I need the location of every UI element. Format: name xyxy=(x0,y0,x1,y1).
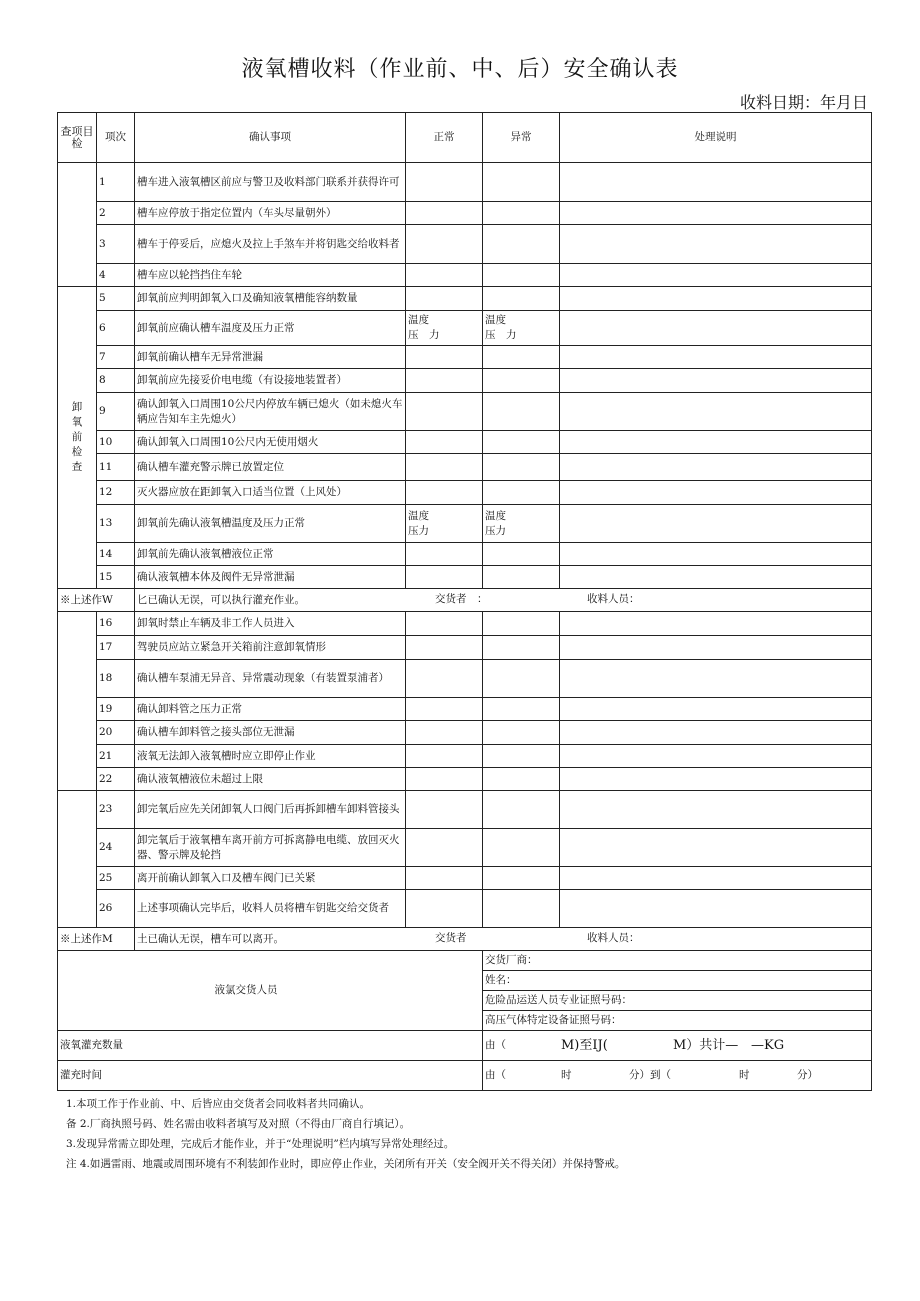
item-number: 13 xyxy=(97,505,135,543)
confirm-left: ※上述作W xyxy=(58,589,135,612)
item-text: 确认槽车灌充警示牌已放置定位 xyxy=(135,454,406,481)
abnormal-cell[interactable] xyxy=(483,791,560,829)
item-number: 11 xyxy=(97,454,135,481)
item-text: 确认槽车卸料管之接头部位无泄漏 xyxy=(135,721,406,745)
hour-label: 时 xyxy=(561,1069,572,1081)
abnormal-cell[interactable] xyxy=(483,745,560,768)
abnormal-cell[interactable] xyxy=(483,264,560,287)
abnormal-cell[interactable] xyxy=(483,543,560,566)
item-number: 24 xyxy=(97,829,135,867)
handling-cell[interactable] xyxy=(560,431,872,454)
notes xyxy=(66,1094,625,1174)
header-abnormal: 异常 xyxy=(483,113,560,163)
handling-cell[interactable] xyxy=(560,287,872,311)
abnormal-cell[interactable] xyxy=(483,202,560,225)
normal-cell[interactable] xyxy=(406,890,483,928)
from-label: 由（ xyxy=(485,1039,506,1051)
normal-cell[interactable] xyxy=(406,369,483,393)
fill-time-label: 灌充时间 xyxy=(58,1061,483,1091)
handling-cell[interactable] xyxy=(560,454,872,481)
normal-cell[interactable] xyxy=(406,454,483,481)
fill-time-row xyxy=(58,1061,872,1091)
table-row xyxy=(58,791,872,829)
abnormal-cell[interactable] xyxy=(483,454,560,481)
item-text: 槽车进入液氧槽区前应与警卫及收料部门联系并获得许可 xyxy=(135,163,406,202)
item-number: 19 xyxy=(97,698,135,721)
confirm-row-2 xyxy=(58,928,872,951)
delivery-row xyxy=(58,951,872,971)
total-label: M）共计— xyxy=(673,1038,739,1053)
item-text: 上述事项确认完毕后，收料人员将槽车钥匙交给交货者 xyxy=(135,890,406,928)
item-number: 10 xyxy=(97,431,135,454)
normal-cell[interactable] xyxy=(406,698,483,721)
handling-cell[interactable] xyxy=(560,481,872,505)
document-title: 液氧槽收料（作业前、中、后）安全确认表 xyxy=(241,57,679,82)
from-label: 由（ xyxy=(485,1069,506,1081)
deliverer-label: 交货者 xyxy=(435,932,467,944)
handling-cell[interactable] xyxy=(560,202,872,225)
item-text: 卸氧时禁止车辆及非工作人员进入 xyxy=(135,612,406,636)
handling-cell[interactable] xyxy=(560,393,872,431)
normal-cell[interactable] xyxy=(406,264,483,287)
item-text: 卸氧前应先接妥价电电缆（有设接地装置者） xyxy=(135,369,406,393)
handling-cell[interactable] xyxy=(560,829,872,867)
table-row xyxy=(58,264,872,287)
item-text: 槽车应停放于指定位置内（车头尽量朝外） xyxy=(135,202,406,225)
temp-label: 温度 xyxy=(408,509,429,522)
table-row xyxy=(58,346,872,369)
section-label: 卸氧前检查 xyxy=(71,401,83,473)
item-number: 22 xyxy=(97,768,135,791)
handling-cell[interactable] xyxy=(560,346,872,369)
handling-cell[interactable] xyxy=(560,369,872,393)
table-row xyxy=(58,721,872,745)
table-row xyxy=(58,505,872,543)
table-row xyxy=(58,612,872,636)
item-text: 槽车于停妥后，应熄火及拉上手煞车并将钥匙交给收料者 xyxy=(135,225,406,264)
normal-cell[interactable] xyxy=(406,431,483,454)
normal-cell[interactable] xyxy=(406,163,483,202)
fill-quantity-label: 液氧灌充数量 xyxy=(58,1031,483,1061)
note-4: 注 4.如遇雷雨、地震或周围环境有不利装卸作业时，即应停止作业，关闭所有开关（安全阀开关不得关闭）并保持警戒。 xyxy=(66,1158,626,1170)
confirm-text-cell xyxy=(135,589,872,612)
abnormal-cell[interactable] xyxy=(483,393,560,431)
table-row xyxy=(58,543,872,566)
handling-cell[interactable] xyxy=(560,311,872,346)
abnormal-cell[interactable] xyxy=(483,481,560,505)
abnormal-cell[interactable] xyxy=(483,660,560,698)
table-row xyxy=(58,369,872,393)
handling-cell[interactable] xyxy=(560,721,872,745)
normal-cell[interactable] xyxy=(406,721,483,745)
normal-cell[interactable] xyxy=(406,481,483,505)
item-number: 9 xyxy=(97,393,135,431)
receipt-date: 收料日期：年月日 xyxy=(739,93,868,112)
table-row xyxy=(58,867,872,890)
item-text: 离开前确认卸氧入口及槽车阀门已关紧 xyxy=(135,867,406,890)
item-text: 卸氧前先确认液氧槽液位正常 xyxy=(135,543,406,566)
item-text: 卸完氧后应先关闭卸氧人口阀门后再拆卸槽车卸料管接头 xyxy=(135,791,406,829)
handling-cell[interactable] xyxy=(560,566,872,589)
handling-cell[interactable] xyxy=(560,264,872,287)
normal-cell[interactable] xyxy=(406,202,483,225)
abnormal-cell[interactable] xyxy=(483,829,560,867)
m-to-label: M)至IJ( xyxy=(561,1038,608,1053)
delivery-label: 液氯交货人员 xyxy=(58,951,483,1031)
item-text: 卸完氧后于液氧槽车离开前方可拆离静电电缆、放回灭火器、警示牌及轮挡 xyxy=(135,829,406,867)
handling-cell[interactable] xyxy=(560,890,872,928)
normal-cell[interactable] xyxy=(406,636,483,660)
item-number: 17 xyxy=(97,636,135,660)
table-row xyxy=(58,225,872,264)
item-text: 卸氧前应判明卸氧入口及确知液氧槽能容纳数量 xyxy=(135,287,406,311)
item-text: 卸氧前确认槽车无异常泄漏 xyxy=(135,346,406,369)
item-number: 14 xyxy=(97,543,135,566)
receiver-label: 收料人员： xyxy=(587,593,640,605)
confirm-left: ※上述作M xyxy=(58,928,135,951)
item-number: 12 xyxy=(97,481,135,505)
press-label: 压 力 xyxy=(485,329,517,341)
item-number: 21 xyxy=(97,745,135,768)
item-text: 确认液氧槽本体及阀件无异常泄漏 xyxy=(135,566,406,589)
handling-cell[interactable] xyxy=(560,768,872,791)
section-cell xyxy=(58,612,97,791)
table-row xyxy=(58,163,872,202)
normal-cell[interactable] xyxy=(406,660,483,698)
name-field[interactable]: 姓名： xyxy=(483,971,872,991)
handling-cell[interactable] xyxy=(560,660,872,698)
abnormal-cell[interactable] xyxy=(483,163,560,202)
normal-cell[interactable] xyxy=(406,829,483,867)
hour2-label: 时 xyxy=(739,1069,750,1081)
section-cell xyxy=(58,791,97,928)
item-text: 确认槽车泵浦无异音、异常震动现象（有装置泵浦者） xyxy=(135,660,406,698)
handling-cell[interactable] xyxy=(560,698,872,721)
item-number: 8 xyxy=(97,369,135,393)
table-row xyxy=(58,698,872,721)
abnormal-cell[interactable] xyxy=(483,311,560,346)
abnormal-cell[interactable] xyxy=(483,867,560,890)
table-row xyxy=(58,890,872,928)
item-number: 3 xyxy=(97,225,135,264)
handling-cell[interactable] xyxy=(560,867,872,890)
temp-label: 温度 xyxy=(408,314,429,326)
handling-cell[interactable] xyxy=(560,163,872,202)
item-number: 1 xyxy=(97,163,135,202)
header-row xyxy=(58,113,872,163)
item-text: 灭火器应放在距卸氧入口适当位置（上风处） xyxy=(135,481,406,505)
item-text: 液氧无法卸入液氧槽时应立即停止作业 xyxy=(135,745,406,768)
handling-cell[interactable] xyxy=(560,636,872,660)
abnormal-cell[interactable] xyxy=(483,721,560,745)
header-item-no: 项次 xyxy=(97,113,135,163)
item-number: 23 xyxy=(97,791,135,829)
item-text: 卸氧前先确认液氧槽温度及压力正常 xyxy=(135,505,406,543)
table-row xyxy=(58,481,872,505)
item-number: 16 xyxy=(97,612,135,636)
confirm-row-1 xyxy=(58,589,872,612)
abnormal-cell[interactable] xyxy=(483,369,560,393)
confirm-text-cell xyxy=(135,928,872,951)
header-confirm: 确认事项 xyxy=(135,113,406,163)
table-row xyxy=(58,454,872,481)
note-1: 1.本项工作于作业前、中、后皆应由交货者会同收料者共同确认。 xyxy=(66,1098,371,1110)
handling-cell[interactable] xyxy=(560,791,872,829)
confirm-text: 匕已确认无误，可以执行灌充作业。 xyxy=(137,593,305,606)
item-number: 4 xyxy=(97,264,135,287)
min-end-label: 分） xyxy=(797,1069,818,1081)
abnormal-cell[interactable] xyxy=(483,225,560,264)
temp-label: 温度 xyxy=(485,314,506,326)
item-text: 槽车应以轮挡挡住车轮 xyxy=(135,264,406,287)
table-row xyxy=(58,829,872,867)
normal-cell[interactable] xyxy=(406,867,483,890)
abnormal-cell[interactable] xyxy=(483,698,560,721)
item-number: 26 xyxy=(97,890,135,928)
abnormal-cell[interactable] xyxy=(483,566,560,589)
abnormal-cell[interactable] xyxy=(483,612,560,636)
press-label: 压力 xyxy=(485,524,506,537)
normal-cell[interactable] xyxy=(406,346,483,369)
item-number: 2 xyxy=(97,202,135,225)
abnormal-cell[interactable] xyxy=(483,890,560,928)
kg-label: —KG xyxy=(751,1038,785,1053)
safety-check-table xyxy=(57,112,872,1091)
note-3: 3.发现异常需立即处理，完成后才能作业，并于“处理说明”栏内填写异常处理经过。 xyxy=(66,1138,455,1150)
normal-cell[interactable] xyxy=(406,566,483,589)
abnormal-cell[interactable] xyxy=(483,505,560,543)
table-row xyxy=(58,311,872,346)
normal-cell[interactable] xyxy=(406,505,483,543)
abnormal-cell[interactable] xyxy=(483,768,560,791)
normal-cell[interactable] xyxy=(406,768,483,791)
normal-cell[interactable] xyxy=(406,225,483,264)
item-number: 15 xyxy=(97,566,135,589)
abnormal-cell[interactable] xyxy=(483,431,560,454)
item-number: 18 xyxy=(97,660,135,698)
press-label: 压 力 xyxy=(408,329,440,341)
normal-cell[interactable] xyxy=(406,791,483,829)
section-cell xyxy=(58,163,97,287)
table-row xyxy=(58,636,872,660)
deliverer-label: 交货者 ： xyxy=(435,593,488,605)
normal-cell[interactable] xyxy=(406,287,483,311)
handling-cell[interactable] xyxy=(560,612,872,636)
item-number: 7 xyxy=(97,346,135,369)
confirm-text: 土已确认无误，槽车可以离开。 xyxy=(137,932,284,945)
item-number: 25 xyxy=(97,867,135,890)
table-row xyxy=(58,287,872,311)
normal-cell[interactable] xyxy=(406,311,483,346)
abnormal-cell[interactable] xyxy=(483,636,560,660)
item-number: 20 xyxy=(97,721,135,745)
abnormal-cell[interactable] xyxy=(483,346,560,369)
min-to-label: 分）到（ xyxy=(629,1069,671,1081)
section-before-unloading xyxy=(58,287,97,589)
item-text: 驾驶员应站立紧急开关箱前注意卸氧情形 xyxy=(135,636,406,660)
item-text: 确认卸料管之压力正常 xyxy=(135,698,406,721)
abnormal-cell[interactable] xyxy=(483,287,560,311)
fill-time-field[interactable] xyxy=(483,1061,872,1091)
header-check-item: 查项目检 xyxy=(58,113,97,163)
receiver-label: 收料人员： xyxy=(587,932,640,944)
vendor-field[interactable]: 交货厂商： xyxy=(483,951,872,971)
fill-quantity-field[interactable] xyxy=(483,1031,872,1061)
normal-cell[interactable] xyxy=(406,543,483,566)
table-row xyxy=(58,393,872,431)
header-handling: 处理说明 xyxy=(560,113,872,163)
press-label: 压力 xyxy=(408,524,429,537)
table-row xyxy=(58,566,872,589)
table-row xyxy=(58,431,872,454)
item-number: 5 xyxy=(97,287,135,311)
item-text: 确认液氧槽液位未超过上限 xyxy=(135,768,406,791)
item-text: 确认卸氧入口周围10公尺内无使用烟火 xyxy=(135,431,406,454)
item-text: 确认卸氧入口周围10公尺内停放车辆已熄火（如未熄火车辆应告知车主先熄火） xyxy=(135,393,406,431)
handling-cell[interactable] xyxy=(560,505,872,543)
fill-quantity-row xyxy=(58,1031,872,1061)
handling-cell[interactable] xyxy=(560,225,872,264)
item-text: 卸氧前应确认槽车温度及压力正常 xyxy=(135,311,406,346)
item-number: 6 xyxy=(97,311,135,346)
table-row xyxy=(58,768,872,791)
table-row xyxy=(58,660,872,698)
normal-cell[interactable] xyxy=(406,393,483,431)
handling-cell[interactable] xyxy=(560,543,872,566)
header-normal: 正常 xyxy=(406,113,483,163)
table-row xyxy=(58,745,872,768)
temp-label: 温度 xyxy=(485,509,506,522)
normal-cell[interactable] xyxy=(406,612,483,636)
normal-cell[interactable] xyxy=(406,745,483,768)
cert-field[interactable]: 高压气体特定设备证照号码： xyxy=(483,1011,872,1031)
license-field[interactable]: 危险品运送人员专业证照号码： xyxy=(483,991,872,1011)
handling-cell[interactable] xyxy=(560,745,872,768)
table-row xyxy=(58,202,872,225)
note-2: 备 2.厂商执照号码、姓名需由收料者填写及对照（不得由厂商自行填记）。 xyxy=(66,1118,411,1130)
